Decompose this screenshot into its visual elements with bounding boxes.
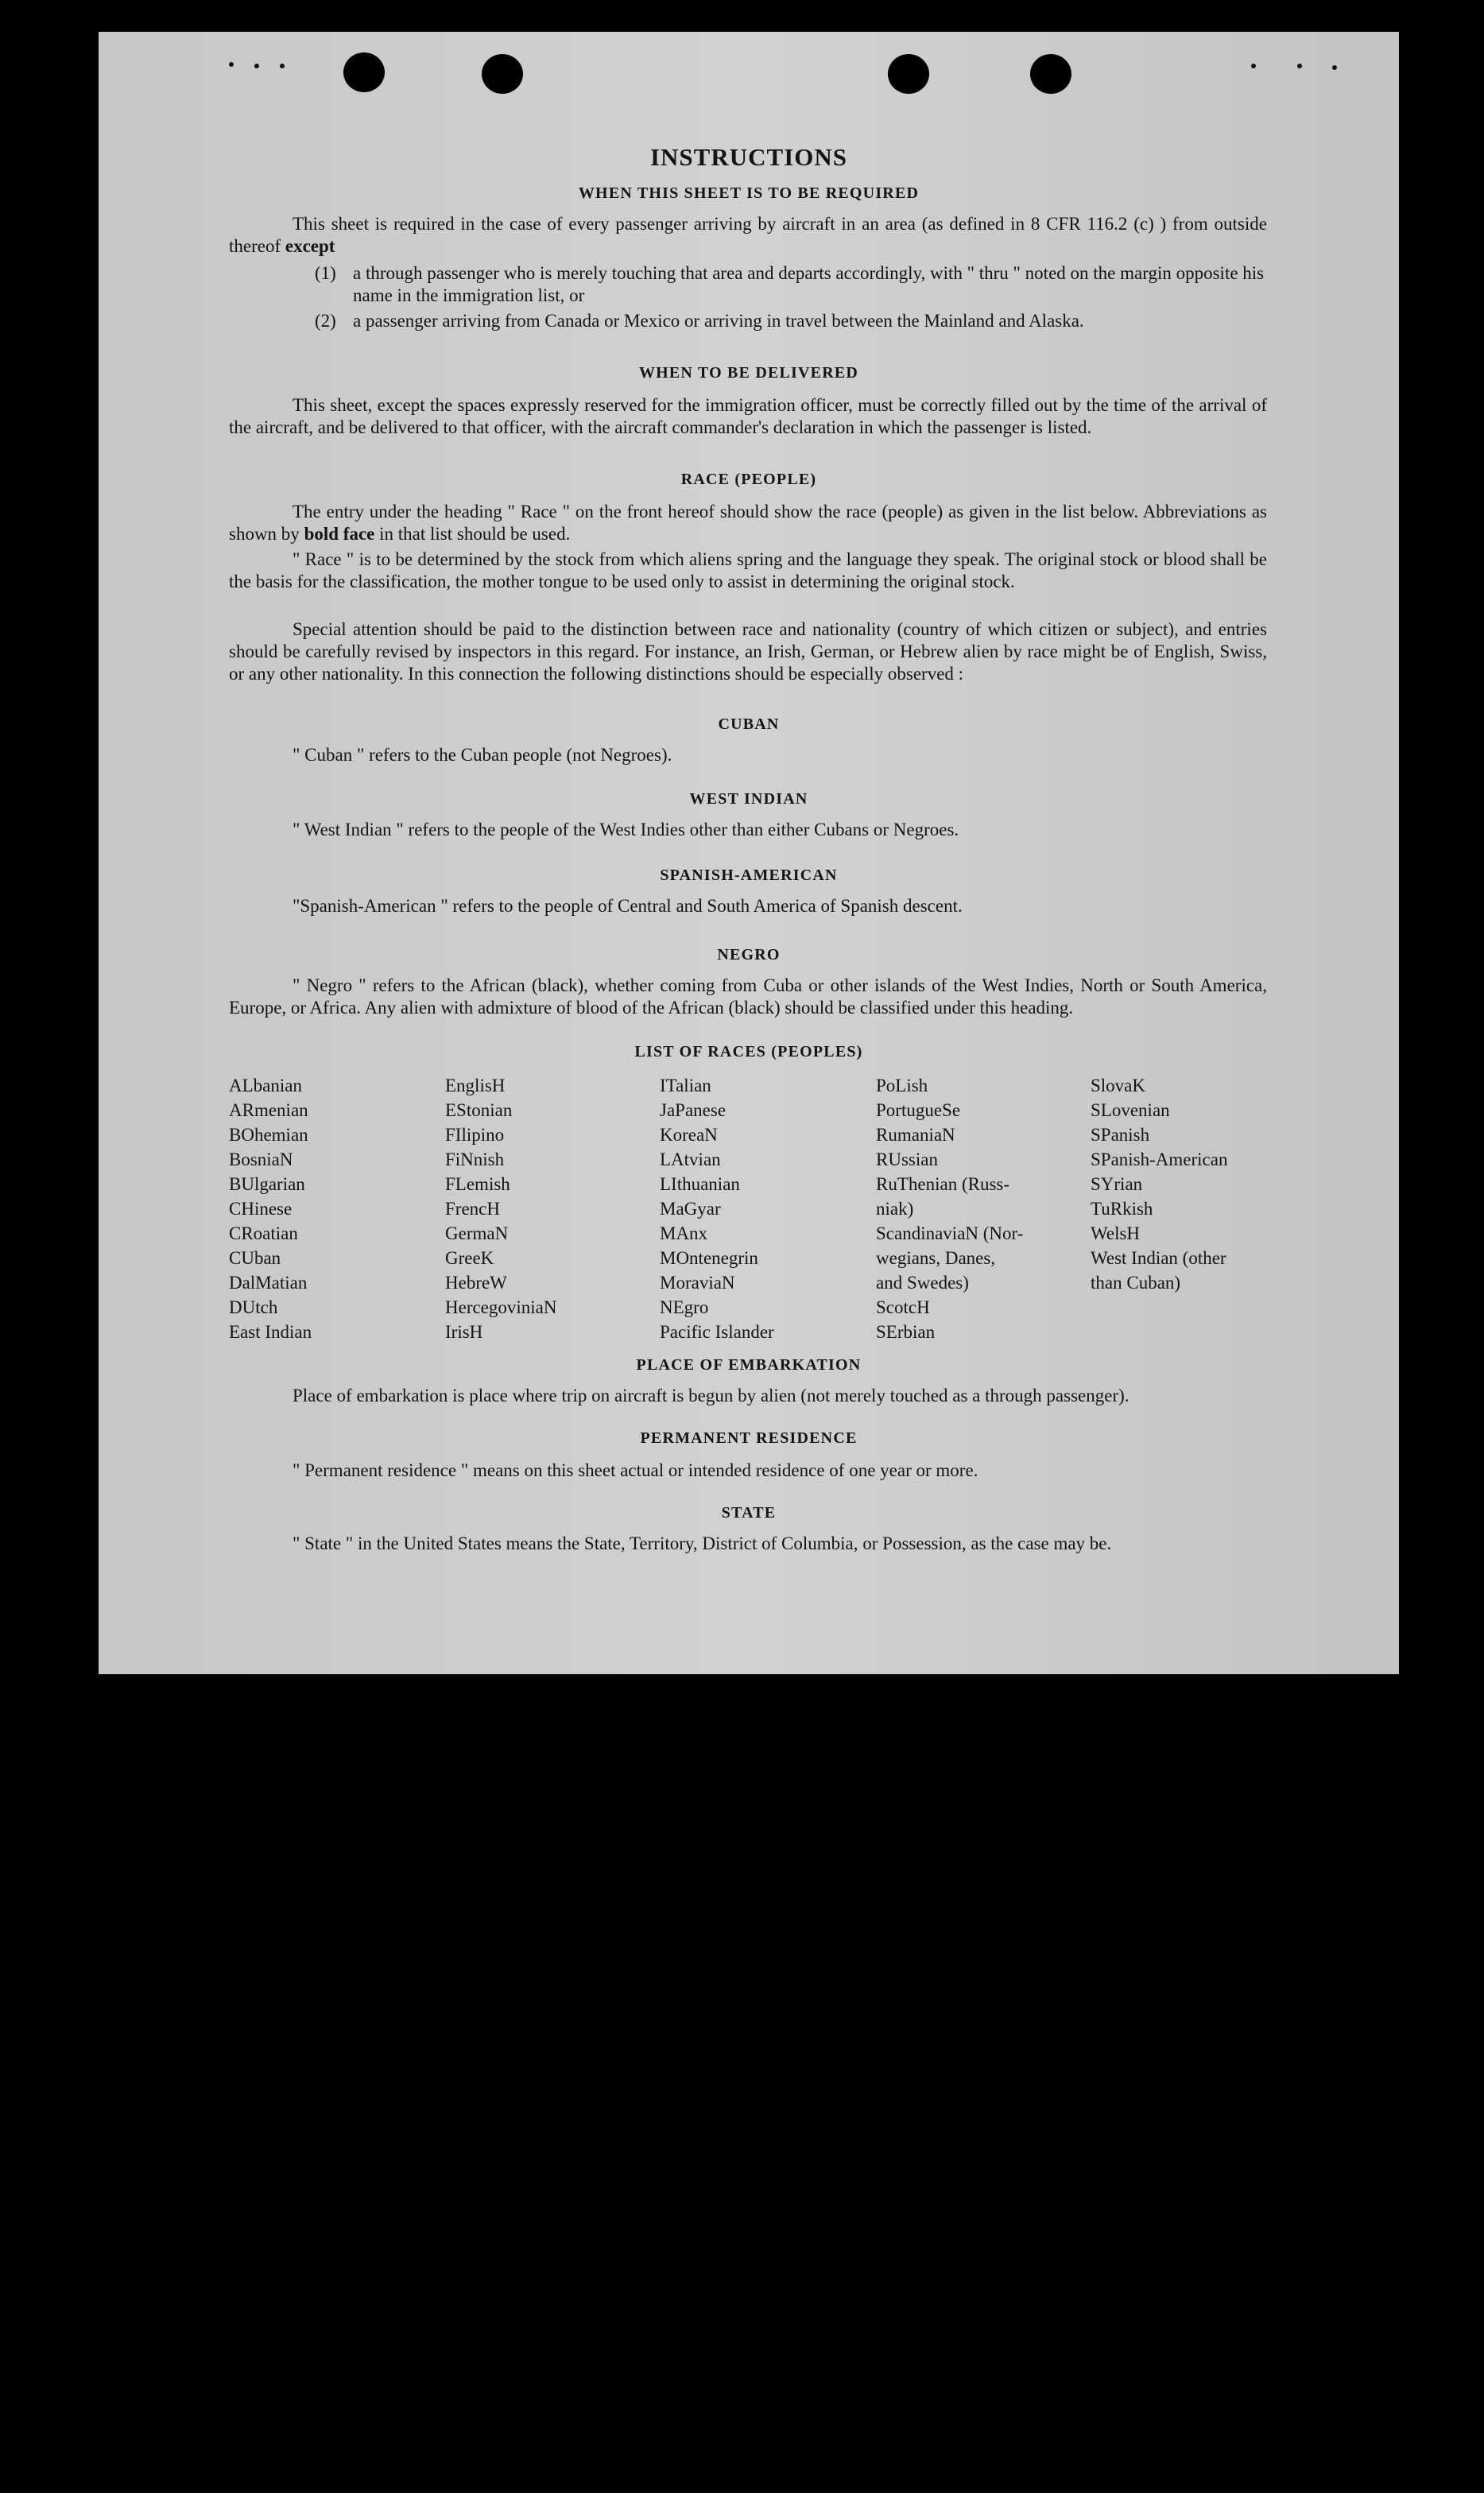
race-entry: HebreW	[445, 1273, 507, 1293]
race-entry: MAnx	[660, 1223, 708, 1243]
page-title: INSTRUCTIONS	[649, 143, 847, 171]
section-heading-list: LIST OF RACES (PEOPLES)	[634, 1043, 863, 1060]
punch-hole	[888, 54, 929, 94]
punch-hole	[1030, 54, 1071, 94]
race-entry: DUtch	[229, 1297, 278, 1317]
race-entry: MOntenegrin	[660, 1248, 758, 1268]
race-entry: FrencH	[445, 1199, 500, 1219]
race-entry: ITalian	[660, 1076, 711, 1095]
required-item-2: (2) a passenger arriving from Canada or Mexico or arriving in travel between the Mainland and Alaska.	[315, 311, 1084, 331]
embarkation-text: Place of embarkation is place where trip on aircraft is begun by alien (not merely touched as a through passenger).	[293, 1386, 1129, 1405]
race-entry: PortugueSe	[876, 1100, 961, 1120]
race-entry: ALbanian	[229, 1076, 302, 1095]
required-intro: This sheet is required in the case of every passenger arriving by aircraft in an area (as defined in 8 CFR 116.2 (c) ) from outside thereof except	[229, 214, 1267, 256]
race-entry: BUlgarian	[229, 1174, 305, 1194]
race-entry: SErbian	[876, 1322, 936, 1342]
speck	[254, 64, 259, 68]
race-entry: KoreaN	[660, 1125, 718, 1145]
race-paragraph-1: The entry under the heading " Race " on the front hereof should show the race (people) as given in the list below. Abbreviations as shown by bold face in that list should be used.	[229, 502, 1267, 544]
race-entry: ScotcH	[876, 1297, 930, 1317]
race-column-4	[876, 1073, 1023, 1344]
race-entry: FIlipino	[445, 1125, 505, 1145]
west-indian-text: " West Indian " refers to the people of the West Indies other than either Cubans or Negroes.	[293, 820, 959, 839]
race-entry: PoLish	[876, 1076, 928, 1095]
race-entry: LAtvian	[660, 1150, 721, 1169]
race-paragraph-2: " Race " is to be determined by the stock from which aliens spring and the language they speak. The original stock or blood shall be the basis for the classification, the mother tongue to be used only to assist in determining the original stock.	[229, 549, 1267, 591]
race-entry: DalMatian	[229, 1273, 308, 1293]
race-entry: SYrian	[1091, 1174, 1143, 1194]
race-entry: RUssian	[876, 1150, 938, 1169]
race-entry: MaGyar	[660, 1199, 721, 1219]
race-entry: IrisH	[445, 1322, 483, 1342]
race-entry: SLovenian	[1091, 1100, 1170, 1120]
speck	[1332, 65, 1337, 70]
race-entry: EStonian	[445, 1100, 513, 1120]
race-entry: BOhemian	[229, 1125, 308, 1145]
negro-text: " Negro " refers to the African (black), whether coming from Cuba or other islands of the West Indies, North or South America, Europe, or Africa. Any alien with admixture of blood of the African (black) should be classified under this heading.	[229, 975, 1267, 1018]
spanish-american-text: "Spanish-American " refers to the people of Central and South America of Spanish descent.	[293, 896, 963, 916]
race-entry: niak)	[876, 1199, 914, 1219]
race-entry: SPanish	[1091, 1125, 1150, 1145]
section-heading-embarkation: PLACE OF EMBARKATION	[636, 1356, 862, 1374]
race-entry: ARmenian	[229, 1100, 308, 1120]
speck	[1251, 64, 1256, 68]
cuban-text: " Cuban " refers to the Cuban people (not Negroes).	[293, 745, 672, 765]
section-heading-race: RACE (PEOPLE)	[680, 471, 817, 488]
section-heading-cuban: CUBAN	[718, 715, 780, 733]
race-column-2	[445, 1073, 557, 1344]
race-column-5	[1091, 1073, 1227, 1295]
race-entry: ScandinaviaN (Nor-	[876, 1223, 1024, 1243]
race-entry: Pacific Islander	[660, 1322, 774, 1342]
speck	[229, 62, 234, 67]
race-column-3	[660, 1073, 774, 1344]
race-paragraph-3: Special attention should be paid to the distinction between race and nationality (country of which citizen or subject), and entries should be carefully revised by inspectors in this regard. For instance, an Irish, German, or Hebrew alien by race might be of English, Swiss, or any other nationality. In this connection the following distinctions should be especially observed :	[229, 619, 1267, 684]
race-entry: and Swedes)	[876, 1273, 969, 1293]
section-heading-west-indian: WEST INDIAN	[689, 790, 808, 808]
race-entry: BosniaN	[229, 1150, 293, 1169]
race-entry: East Indian	[229, 1322, 312, 1342]
section-heading-residence: PERMANENT RESIDENCE	[640, 1429, 858, 1447]
section-heading-required: WHEN THIS SHEET IS TO BE REQUIRED	[578, 184, 920, 202]
race-entry: GreeK	[445, 1248, 494, 1268]
race-entry: TuRkish	[1091, 1199, 1153, 1219]
race-entry: FLemish	[445, 1174, 510, 1194]
race-entry: wegians, Danes,	[876, 1248, 996, 1268]
section-heading-spanish-american: SPANISH-AMERICAN	[660, 867, 838, 884]
race-entry: SlovaK	[1091, 1076, 1145, 1095]
section-heading-state: STATE	[721, 1504, 777, 1522]
required-item-1: (1) a through passenger who is merely touching that area and departs accordingly, with " thru " noted on the margin opposite his name in the immigration list, or	[315, 263, 1265, 305]
punch-hole	[482, 54, 523, 94]
race-entry: West Indian (other	[1091, 1248, 1226, 1268]
race-entry: CUban	[229, 1248, 281, 1268]
race-entry: HercegoviniaN	[445, 1297, 557, 1317]
speck	[280, 64, 285, 68]
race-entry: CRoatian	[229, 1223, 298, 1243]
document-sheet	[99, 32, 1399, 1674]
race-entry: RuThenian (Russ-	[876, 1174, 1010, 1194]
race-column-1	[229, 1073, 312, 1344]
race-entry: WelsH	[1091, 1223, 1141, 1243]
speck	[1297, 64, 1302, 68]
section-heading-negro: NEGRO	[717, 946, 781, 963]
race-entry: SPanish-American	[1091, 1150, 1228, 1169]
punch-hole	[343, 52, 385, 92]
race-entry: FiNnish	[445, 1150, 505, 1169]
race-entry: MoraviaN	[660, 1273, 735, 1293]
race-entry: than Cuban)	[1091, 1273, 1181, 1293]
race-entry: NEgro	[660, 1297, 709, 1317]
race-entry: JaPanese	[660, 1100, 727, 1120]
residence-text: " Permanent residence " means on this sheet actual or intended residence of one year or more.	[293, 1460, 978, 1480]
section-heading-delivered: WHEN TO BE DELIVERED	[638, 364, 859, 382]
race-entry: GermaN	[445, 1223, 509, 1243]
state-text: " State " in the United States means the State, Territory, District of Columbia, or Possession, as the case may be.	[293, 1533, 1112, 1553]
delivered-text: This sheet, except the spaces expressly reserved for the immigration officer, must be correctly filled out by the time of the arrival of the aircraft, and be delivered to that officer, with the aircraft commander's declaration in which the passenger is listed.	[229, 395, 1267, 437]
race-entry: EnglisH	[445, 1076, 506, 1095]
race-entry: LIthuanian	[660, 1174, 740, 1194]
race-entry: CHinese	[229, 1199, 293, 1219]
race-entry: RumaniaN	[876, 1125, 955, 1145]
